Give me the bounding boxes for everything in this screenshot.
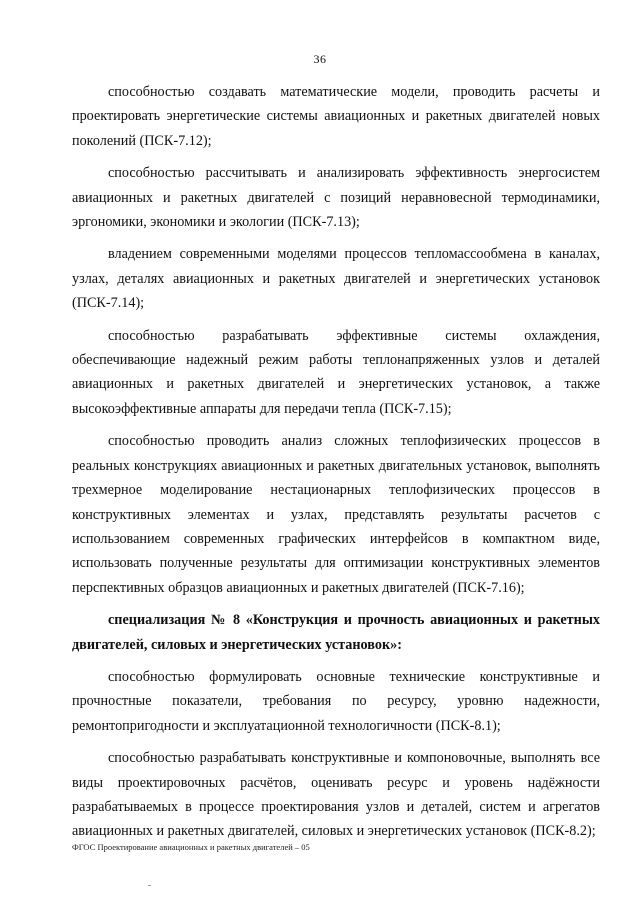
competency-pck-7-14: владением современными моделями процессов тепломассообмена в каналах, узлах, деталях авиационных и ракетных двигателей и энергетических установок (ПСК-7.14);: [72, 246, 600, 312]
competency-pck-8-1: способностью формулировать основные технические конструктивные и прочностные показатели, требования по ресурсу, уровню надежности, ремонтопригодности и эксплуатационной технологичности (ПСК-8.1);: [72, 668, 600, 734]
specialization-8-heading: специализация № 8 «Конструкция и прочность авиационных и ракетных двигателей, силовых и энергетических установок»:: [72, 612, 600, 653]
competency-pck-7-12: способностью создавать математические модели, проводить расчеты и проектировать энергетические системы авиационных и ракетных двигателей новых поколений (ПСК-7.12);: [72, 84, 600, 149]
competency-pck-7-16: способностью проводить анализ сложных теплофизических процессов в реальных конструкциях авиационных и ракетных двигательных установок, выполнять трехмерное моделирование нестационарных теплофизических процессов в конструктивных элементах и узлах, представлять результаты расчетов с использованием современных графических интерфейсов в компактном виде, использовать полученные результаты для оптимизации конструктивных элементов перспективных образцов авиационных и ракетных двигателей (ПСК-7.16);: [72, 433, 600, 596]
page-footer: ФГОС Проектирование авиационных и ракетных двигателей – 05: [72, 842, 310, 852]
page-number: 36: [313, 52, 327, 66]
competency-pck-8-2: способностью разрабатывать конструктивные и компоновочные, выполнять все виды проектировочных расчётов, оценивать ресурс и уровень надёжности разрабатываемых в процессе проектирования узлов и деталей, систем и агрегатов авиационных и ракетных двигателей, силовых и энергетических установок (ПСК-8.2);: [72, 750, 600, 840]
competency-pck-7-13: способностью рассчитывать и анализировать эффективность энергосистем авиационных и ракетных двигателей с позиций неравновесной термодинамики, эргономики, экономики и экологии (ПСК-7.13);: [72, 165, 600, 231]
scan-artifact: [148, 885, 151, 886]
document-body: [72, 80, 600, 852]
competency-pck-7-15: способностью разрабатывать эффективные системы охлаждения, обеспечивающие надежный режим работы теплонапряженных узлов и деталей авиационных и ракетных двигателей и энергетических установок, а также высокоэффективные аппараты для передачи тепла (ПСК-7.15);: [72, 327, 600, 417]
